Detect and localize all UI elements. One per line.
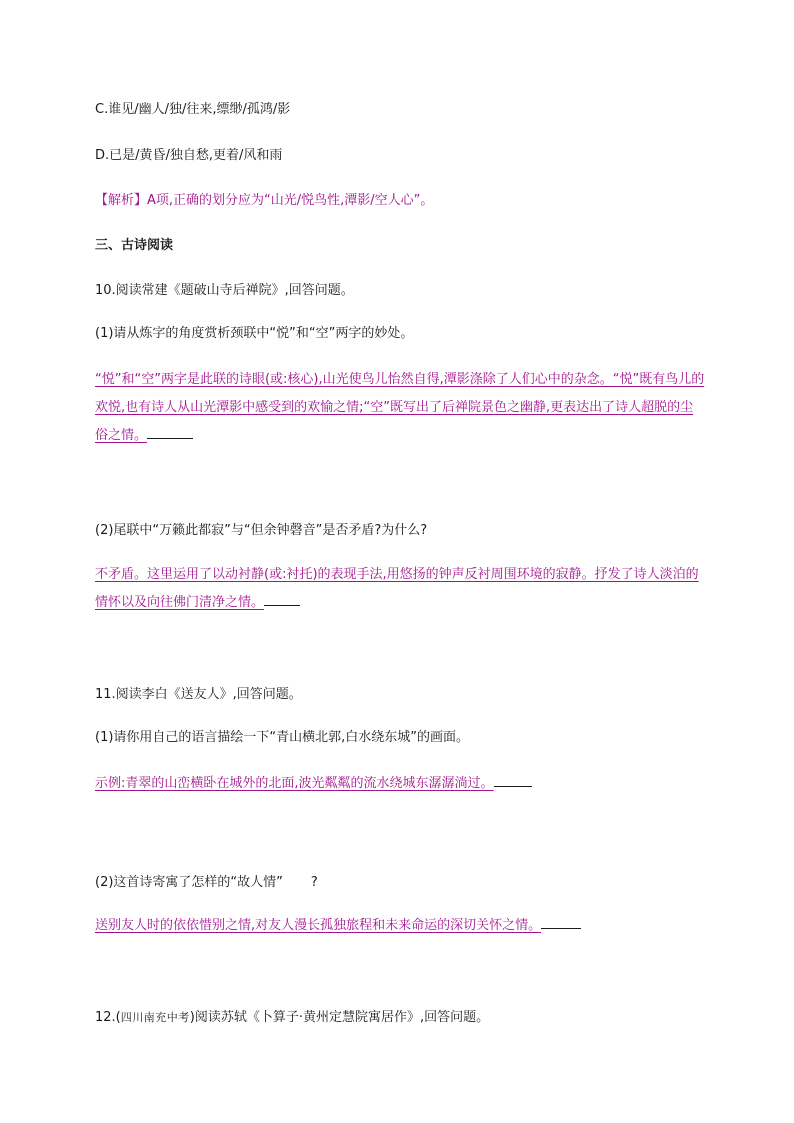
- q11-sub2-text: (2)这首诗寄寓了怎样的“故人情”: [95, 875, 283, 890]
- analysis-tag: 【解析】: [95, 193, 148, 208]
- q10-answer2: [95, 561, 705, 617]
- q11-stem: 11.阅读李白《送友人》,回答问题。: [95, 687, 302, 702]
- q9-option-d: D.已是/黄昏/独自愁,更着/风和雨: [95, 148, 283, 163]
- q10-sub1: (1)请从炼字的角度赏析颈联中“悦”和“空”两字的妙处。: [95, 326, 414, 341]
- q11-sub2: [95, 875, 318, 891]
- q11-answer1-text: 示例:青翠的山峦横卧在城外的北面,波光粼粼的流水绕城东潺潺淌过。: [95, 776, 494, 791]
- q9-option-c: C.谁见/幽人/独/往来,缥缈/孤鸿/影: [95, 102, 291, 117]
- q11-answer2: [95, 912, 705, 940]
- answer-blank: [147, 437, 193, 439]
- q12-number: 12.(: [95, 1010, 121, 1025]
- analysis-text: A项,正确的划分应为“山光/悦鸟性,潭影/空人心”。: [147, 193, 434, 208]
- q12-text: )阅读苏轼《卜算子·黄州定慧院寓居作》,回答问题。: [189, 1010, 490, 1025]
- q11-answer1: [95, 770, 705, 798]
- answer-blank: [541, 927, 581, 929]
- answer-blank: [494, 785, 532, 787]
- q12-stem: [95, 1010, 489, 1026]
- q10-answer1: [95, 366, 705, 450]
- answer-blank: [264, 604, 300, 606]
- q11-sub1: (1)请你用自己的语言描绘一下“青山横北郭,白水绕东城”的画面。: [95, 730, 470, 745]
- q10-stem: 10.阅读常建《题破山寺后禅院》,回答问题。: [95, 283, 354, 298]
- q10-answer1-text: “悦”和“空”两字是此联的诗眼(或:核心),山光使鸟儿怡然自得,潭影涤除了人们心中的杂念。“悦”既有鸟儿的欢悦,也有诗人从山光潭影中感受到的欢愉之情;“空”既写出了后禅院景色之幽静,更表达出了诗人超脱的尘俗之情。: [95, 372, 705, 443]
- section-title: 三、古诗阅读: [95, 238, 174, 253]
- q12-source: 四川南充中考: [120, 1011, 190, 1024]
- q11-answer2-text: 送别友人时的依依惜别之情,对友人漫长孤独旅程和未来命运的深切关怀之情。: [95, 918, 542, 933]
- q10-sub2: (2)尾联中“万籁此都寂”与“但余钟磬音”是否矛盾?为什么?: [95, 523, 428, 538]
- q9-analysis: [95, 193, 433, 209]
- q11-sub2-mark: ?: [310, 875, 318, 890]
- q10-answer2-text: 不矛盾。这里运用了以动衬静(或:衬托)的表现手法,用悠扬的钟声反衬周围环境的寂静。抒发了诗人淡泊的情怀以及向往佛门清净之情。: [95, 567, 699, 610]
